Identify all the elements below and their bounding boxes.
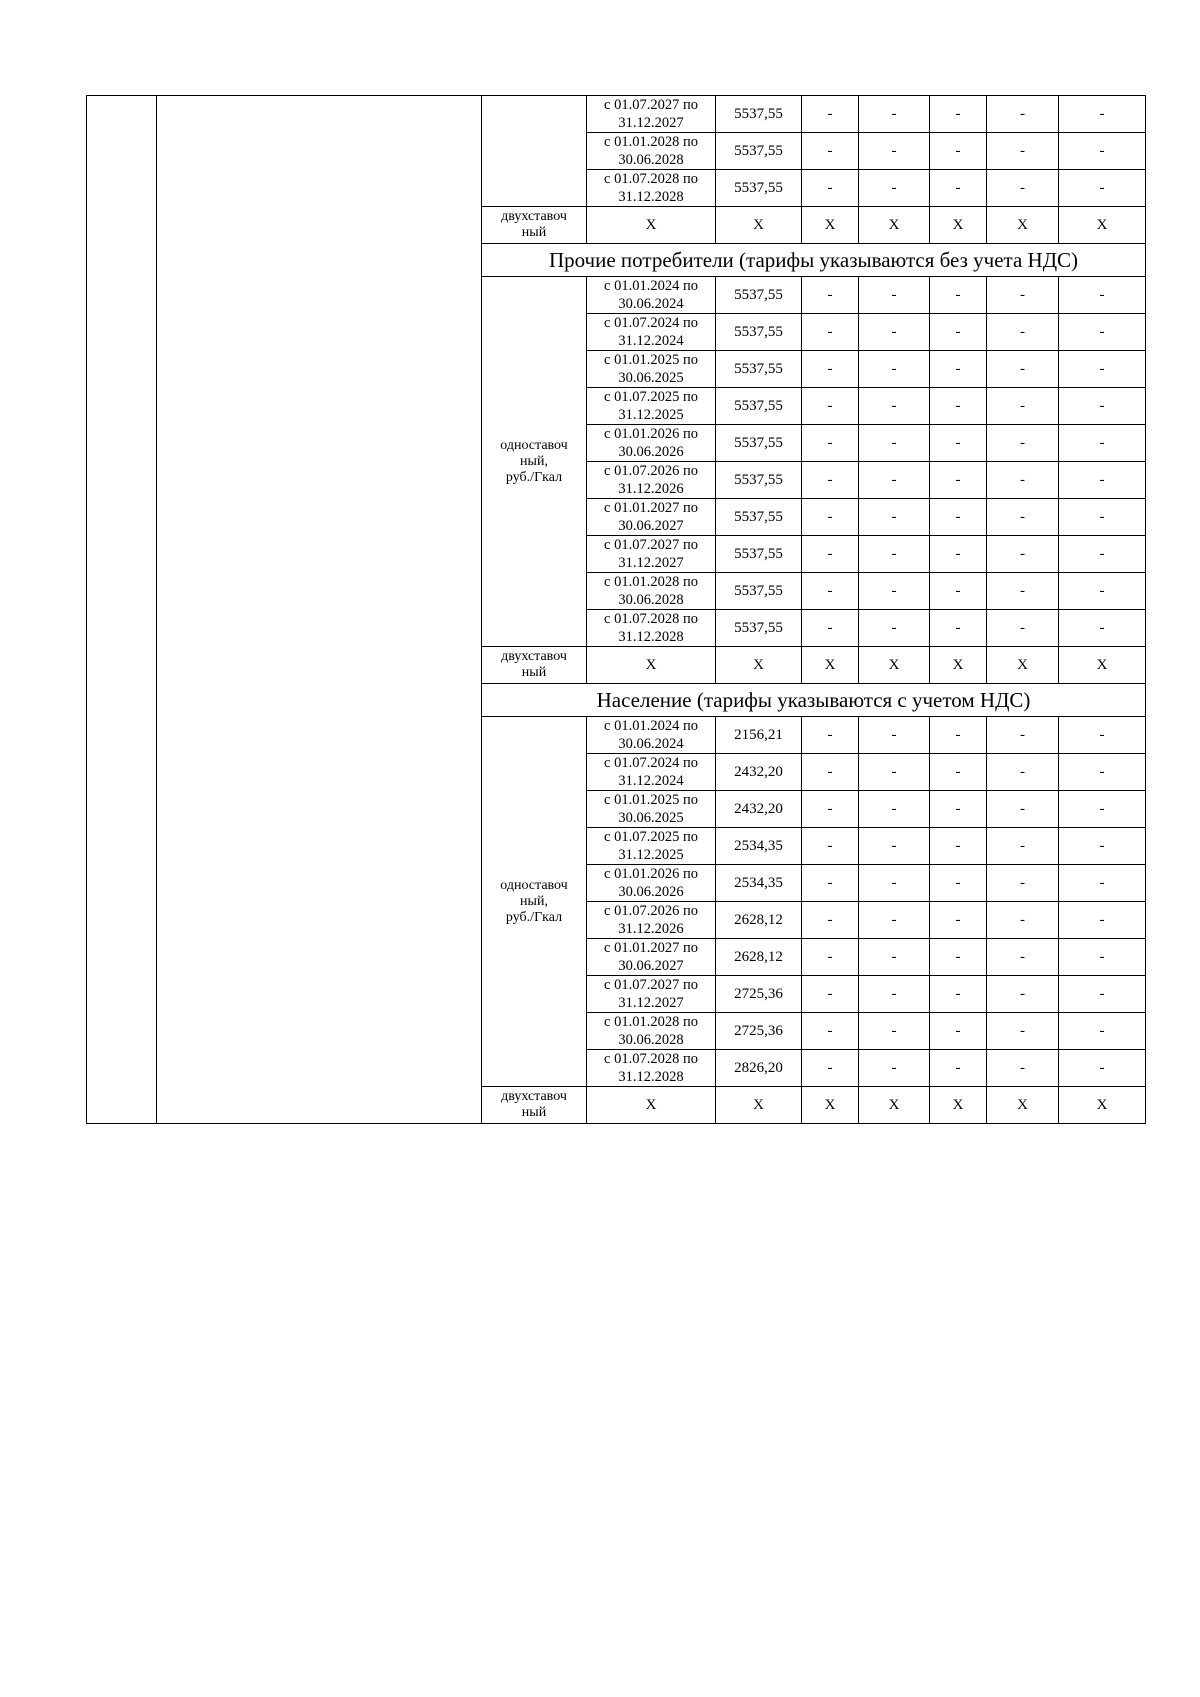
value-cell: - (859, 865, 930, 902)
value-cell: - (1059, 939, 1146, 976)
period-cell: с 01.01.2028 по 30.06.2028 (587, 133, 716, 170)
value-cell: - (1059, 573, 1146, 610)
value-cell: - (802, 939, 859, 976)
tariff-table-body (87, 96, 1146, 1124)
value-cell: - (987, 499, 1059, 536)
value-cell: - (987, 462, 1059, 499)
section-title: Население (тарифы указываются с учетом НДС) (482, 684, 1146, 717)
value-cell: - (859, 754, 930, 791)
tariff-value-cell: 5537,55 (716, 536, 802, 573)
value-cell: - (1059, 865, 1146, 902)
tariff-value-cell: 2628,12 (716, 939, 802, 976)
value-cell: - (802, 425, 859, 462)
value-cell: - (987, 791, 1059, 828)
value-cell: - (987, 351, 1059, 388)
value-cell: - (859, 610, 930, 647)
value-cell: - (802, 754, 859, 791)
period-cell: с 01.01.2027 по 30.06.2027 (587, 499, 716, 536)
x-cell: X (802, 207, 859, 244)
value-cell: - (1059, 791, 1146, 828)
value-cell: - (930, 939, 987, 976)
value-cell: - (930, 96, 987, 133)
x-cell: X (930, 207, 987, 244)
period-cell: с 01.01.2027 по 30.06.2027 (587, 939, 716, 976)
value-cell: - (1059, 425, 1146, 462)
value-cell: - (987, 1050, 1059, 1087)
x-cell: X (859, 647, 930, 684)
value-cell: - (987, 828, 1059, 865)
x-cell: X (987, 1087, 1059, 1124)
value-cell: - (1059, 536, 1146, 573)
one-rate-label-cell (482, 96, 587, 207)
value-cell: - (859, 1050, 930, 1087)
value-cell: - (859, 314, 930, 351)
value-cell: - (802, 902, 859, 939)
period-cell: с 01.07.2026 по 31.12.2026 (587, 462, 716, 499)
value-cell: - (802, 865, 859, 902)
two-rate-label: двухставоч ный (482, 647, 587, 684)
tariff-value-cell: 5537,55 (716, 462, 802, 499)
x-cell: X (587, 207, 716, 244)
value-cell: - (802, 499, 859, 536)
period-cell: с 01.07.2028 по 31.12.2028 (587, 170, 716, 207)
value-cell: - (1059, 96, 1146, 133)
value-cell: - (859, 976, 930, 1013)
period-cell: с 01.01.2028 по 30.06.2028 (587, 573, 716, 610)
tariff-value-cell: 2156,21 (716, 717, 802, 754)
value-cell: - (987, 388, 1059, 425)
value-cell: - (802, 133, 859, 170)
value-cell: - (1059, 499, 1146, 536)
tariff-table (86, 95, 1146, 1124)
value-cell: - (859, 902, 930, 939)
x-cell: X (802, 1087, 859, 1124)
x-cell: X (987, 207, 1059, 244)
one-rate-label: одноставоч ный, руб./Гкал (482, 277, 587, 647)
tariff-value-cell: 2534,35 (716, 828, 802, 865)
value-cell: - (1059, 170, 1146, 207)
value-cell: - (802, 1050, 859, 1087)
value-cell: - (930, 536, 987, 573)
value-cell: - (930, 1013, 987, 1050)
value-cell: - (1059, 351, 1146, 388)
value-cell: - (859, 939, 930, 976)
tariff-value-cell: 2432,20 (716, 791, 802, 828)
value-cell: - (930, 170, 987, 207)
value-cell: - (802, 717, 859, 754)
value-cell: - (930, 791, 987, 828)
value-cell: - (1059, 133, 1146, 170)
value-cell: - (1059, 388, 1146, 425)
value-cell: - (1059, 754, 1146, 791)
value-cell: - (859, 536, 930, 573)
value-cell: - (802, 351, 859, 388)
value-cell: - (859, 133, 930, 170)
period-cell: с 01.07.2024 по 31.12.2024 (587, 314, 716, 351)
value-cell: - (930, 610, 987, 647)
tariff-value-cell: 2534,35 (716, 865, 802, 902)
tariff-value-cell: 5537,55 (716, 170, 802, 207)
x-cell: X (1059, 207, 1146, 244)
value-cell: - (802, 1013, 859, 1050)
value-cell: - (987, 425, 1059, 462)
value-cell: - (930, 425, 987, 462)
tariff-value-cell: 5537,55 (716, 388, 802, 425)
value-cell: - (930, 902, 987, 939)
period-cell: с 01.01.2028 по 30.06.2028 (587, 1013, 716, 1050)
row-number-cell (87, 96, 157, 1124)
value-cell: - (1059, 1050, 1146, 1087)
tariff-value-cell: 2725,36 (716, 976, 802, 1013)
tariff-value-cell: 2826,20 (716, 1050, 802, 1087)
value-cell: - (859, 1013, 930, 1050)
value-cell: - (859, 96, 930, 133)
value-cell: - (930, 462, 987, 499)
value-cell: - (987, 865, 1059, 902)
two-rate-label: двухставоч ный (482, 1087, 587, 1124)
value-cell: - (802, 277, 859, 314)
table-row (87, 96, 1146, 133)
value-cell: - (930, 499, 987, 536)
value-cell: - (987, 277, 1059, 314)
value-cell: - (859, 425, 930, 462)
x-cell: X (930, 1087, 987, 1124)
tariff-value-cell: 5537,55 (716, 133, 802, 170)
period-cell: с 01.07.2027 по 31.12.2027 (587, 976, 716, 1013)
value-cell: - (987, 536, 1059, 573)
value-cell: - (930, 573, 987, 610)
period-cell: с 01.07.2028 по 31.12.2028 (587, 1050, 716, 1087)
value-cell: - (859, 828, 930, 865)
tariff-value-cell: 5537,55 (716, 277, 802, 314)
x-cell: X (859, 1087, 930, 1124)
value-cell: - (1059, 828, 1146, 865)
period-cell: с 01.01.2026 по 30.06.2026 (587, 425, 716, 462)
period-cell: с 01.01.2025 по 30.06.2025 (587, 351, 716, 388)
x-cell: X (587, 647, 716, 684)
value-cell: - (1059, 277, 1146, 314)
value-cell: - (987, 1013, 1059, 1050)
value-cell: - (1059, 462, 1146, 499)
value-cell: - (859, 277, 930, 314)
period-cell: с 01.07.2025 по 31.12.2025 (587, 388, 716, 425)
tariff-value-cell: 5537,55 (716, 351, 802, 388)
value-cell: - (802, 170, 859, 207)
value-cell: - (930, 717, 987, 754)
value-cell: - (859, 170, 930, 207)
organization-cell (157, 96, 482, 1124)
value-cell: - (930, 754, 987, 791)
value-cell: - (930, 976, 987, 1013)
tariff-value-cell: 5537,55 (716, 499, 802, 536)
value-cell: - (859, 717, 930, 754)
section-title: Прочие потребители (тарифы указываются без учета НДС) (482, 244, 1146, 277)
value-cell: - (802, 536, 859, 573)
value-cell: - (859, 388, 930, 425)
value-cell: - (802, 976, 859, 1013)
period-cell: с 01.01.2024 по 30.06.2024 (587, 277, 716, 314)
tariff-value-cell: 2432,20 (716, 754, 802, 791)
value-cell: - (802, 314, 859, 351)
one-rate-label: одноставоч ный, руб./Гкал (482, 717, 587, 1087)
period-cell: с 01.07.2027 по 31.12.2027 (587, 536, 716, 573)
value-cell: - (987, 754, 1059, 791)
value-cell: - (930, 133, 987, 170)
period-cell: с 01.01.2026 по 30.06.2026 (587, 865, 716, 902)
value-cell: - (1059, 314, 1146, 351)
period-cell: с 01.07.2024 по 31.12.2024 (587, 754, 716, 791)
x-cell: X (587, 1087, 716, 1124)
value-cell: - (802, 791, 859, 828)
value-cell: - (987, 170, 1059, 207)
tariff-value-cell: 5537,55 (716, 314, 802, 351)
value-cell: - (802, 828, 859, 865)
value-cell: - (802, 610, 859, 647)
value-cell: - (930, 314, 987, 351)
value-cell: - (930, 351, 987, 388)
x-cell: X (802, 647, 859, 684)
x-cell: X (1059, 647, 1146, 684)
value-cell: - (859, 791, 930, 828)
value-cell: - (802, 573, 859, 610)
value-cell: - (987, 976, 1059, 1013)
two-rate-label: двухставоч ный (482, 207, 587, 244)
value-cell: - (930, 1050, 987, 1087)
value-cell: - (1059, 1013, 1146, 1050)
tariff-value-cell: 5537,55 (716, 425, 802, 462)
value-cell: - (802, 96, 859, 133)
tariff-value-cell: 5537,55 (716, 96, 802, 133)
tariff-value-cell: 5537,55 (716, 573, 802, 610)
x-cell: X (1059, 1087, 1146, 1124)
value-cell: - (859, 351, 930, 388)
value-cell: - (987, 96, 1059, 133)
x-cell: X (716, 647, 802, 684)
value-cell: - (1059, 717, 1146, 754)
value-cell: - (1059, 976, 1146, 1013)
tariff-value-cell: 2725,36 (716, 1013, 802, 1050)
value-cell: - (987, 573, 1059, 610)
tariff-value-cell: 5537,55 (716, 610, 802, 647)
value-cell: - (987, 610, 1059, 647)
x-cell: X (716, 207, 802, 244)
value-cell: - (859, 462, 930, 499)
x-cell: X (987, 647, 1059, 684)
value-cell: - (802, 462, 859, 499)
value-cell: - (930, 388, 987, 425)
value-cell: - (859, 573, 930, 610)
period-cell: с 01.07.2028 по 31.12.2028 (587, 610, 716, 647)
value-cell: - (802, 388, 859, 425)
period-cell: с 01.07.2025 по 31.12.2025 (587, 828, 716, 865)
period-cell: с 01.07.2027 по 31.12.2027 (587, 96, 716, 133)
value-cell: - (987, 314, 1059, 351)
value-cell: - (987, 717, 1059, 754)
value-cell: - (1059, 902, 1146, 939)
value-cell: - (930, 865, 987, 902)
x-cell: X (859, 207, 930, 244)
x-cell: X (930, 647, 987, 684)
value-cell: - (1059, 610, 1146, 647)
value-cell: - (987, 902, 1059, 939)
period-cell: с 01.01.2024 по 30.06.2024 (587, 717, 716, 754)
period-cell: с 01.01.2025 по 30.06.2025 (587, 791, 716, 828)
period-cell: с 01.07.2026 по 31.12.2026 (587, 902, 716, 939)
value-cell: - (930, 277, 987, 314)
tariff-value-cell: 2628,12 (716, 902, 802, 939)
x-cell: X (716, 1087, 802, 1124)
value-cell: - (987, 133, 1059, 170)
value-cell: - (987, 939, 1059, 976)
value-cell: - (930, 828, 987, 865)
value-cell: - (859, 499, 930, 536)
